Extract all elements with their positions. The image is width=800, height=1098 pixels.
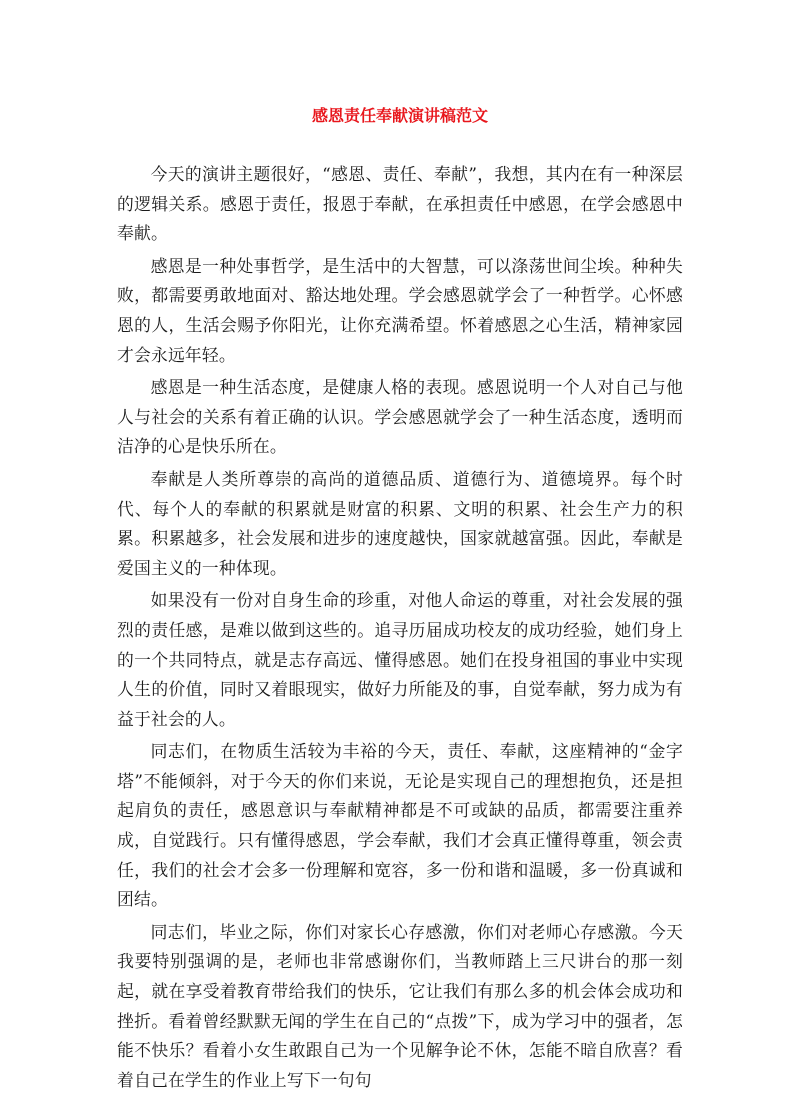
paragraph-7: 同志们，毕业之际，你们对家长心存感激，你们对老师心存感激。今天我要特别强调的是，老师也非常感谢你们，当教师踏上三尺讲台的那一刻起，就在享受着教育带给我们的快乐，它让我们有那么多的机会体会成功和挫折。看着曾经默默无闻的学生在自己的“点拨”下，成为学习中的强者，怎能不快乐？看着小女生敢跟自己为一个见解争论不休，怎能不暗自欣喜？看着自己在学生的作业上写下一句句 [117,921,683,1090]
paragraph-1: 今天的演讲主题很好，“感恩、责任、奉献”，我想，其内在有一种深层的逻辑关系。感恩于责任，报恩于奉献，在承担责任中感恩，在学会感恩中奉献。 [117,164,683,244]
paragraph-6: 同志们，在物质生活较为丰裕的今天，责任、奉献，这座精神的“金字塔”不能倾斜，对于今天的你们来说，无论是实现自己的理想抱负，还是担起肩负的责任，感恩意识与奉献精神都是不可或缺的品质，都需要注重养成，自觉践行。只有懂得感恩，学会奉献，我们才会真正懂得尊重，领会责任，我们的社会才会多一份理解和宽容，多一份和谐和温暖，多一份真诚和团结。 [117,741,683,910]
paragraph-2: 感恩是一种处事哲学，是生活中的大智慧，可以涤荡世间尘埃。种种失败，都需要勇敢地面对、豁达地处理。学会感恩就学会了一种哲学。心怀感恩的人，生活会赐予你阳光，让你充满希望。怀着感恩之心生活，精神家园才会永远年轻。 [117,255,683,365]
paragraph-5: 如果没有一份对自身生命的珍重，对他人命运的尊重，对社会发展的强烈的责任感，是难以做到这些的。追寻历届成功校友的成功经验，她们身上的一个共同特点，就是志存高远、懂得感恩。她们在投身祖国的事业中实现人生的价值，同时又着眼现实，做好力所能及的事，自觉奉献，努力成为有益于社会的人。 [117,590,683,729]
document-body [117,160,683,1098]
paragraph-3: 感恩是一种生活态度，是健康人格的表现。感恩说明一个人对自己与他人与社会的关系有着正确的认识。学会感恩就学会了一种生活态度，透明而洁净的心是快乐所在。 [117,377,683,457]
document-title: 感恩责任奉献演讲稿范文 [311,106,488,125]
paragraph-4: 奉献是人类所尊崇的高尚的道德品质、道德行为、道德境界。每个时代、每个人的奉献的积累就是财富的积累、文明的积累、社会生产力的积累。积累越多，社会发展和进步的速度越快，国家就越富强。因此，奉献是爱国主义的一种体现。 [117,468,683,578]
